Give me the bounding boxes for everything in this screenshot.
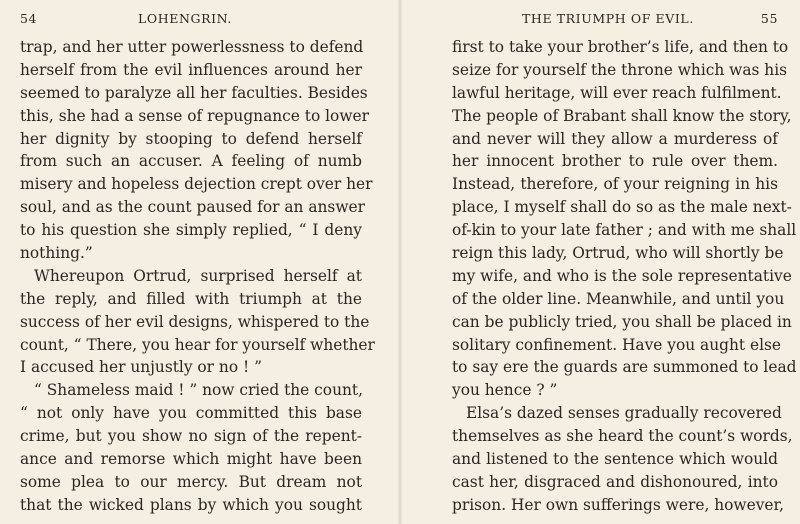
text-line: her dignity by stooping to defend herself xyxy=(20,129,362,148)
text-line: crime, but you show no sign of the repent- xyxy=(20,427,362,446)
text-line: misery and hopeless dejection crept over her xyxy=(20,175,373,194)
text-line: seize for yourself the throne which was his xyxy=(452,60,788,79)
text-line: count, “ There, you hear for yourself whether xyxy=(20,335,375,354)
text-line: my wife, and who is the sole representative xyxy=(452,266,792,285)
text-line: Elsa’s dazed senses gradually recovered xyxy=(466,404,782,423)
text-line: “ Shameless maid ! ” now cried the count, xyxy=(34,381,363,400)
text-line: this, she had a sense of repugnance to lower xyxy=(20,106,369,125)
page-number: 54 xyxy=(20,11,38,26)
text-line: solitary confinement. Have you aught else xyxy=(452,335,782,354)
text-line: to his question she simply replied, “ I deny xyxy=(20,221,362,240)
text-line: from such an accuser. A feeling of numb xyxy=(20,152,362,171)
text-line: “ not only have you committed this base xyxy=(20,404,362,423)
text-line: themselves as she heard the count’s words, xyxy=(452,427,793,446)
text-line: seemed to paralyze all her faculties. Besides xyxy=(20,83,368,102)
text-line: The people of Brabant shall know the story, xyxy=(452,106,792,125)
page-number: 55 xyxy=(760,11,778,26)
text-line: the reply, and filled with triumph at the xyxy=(20,289,362,308)
text-line: that the wicked plans by which you sought xyxy=(20,495,362,514)
text-line: some plea to our mercy. But dream not xyxy=(20,472,362,491)
text-line: herself from the evil influences around her xyxy=(20,60,362,79)
text-line: I accused her unjustly or no ! ” xyxy=(20,358,262,377)
text-line: Instead, therefore, of your reigning in his xyxy=(452,175,778,194)
running-head: THE TRIUMPH OF EVIL. xyxy=(522,11,694,26)
text-line: success of her evil designs, whispered to the xyxy=(20,312,370,331)
text-line: her innocent brother to rule over them. xyxy=(452,152,778,171)
right-page-text xyxy=(452,36,797,517)
text-line: soul, and as the count paused for an answer xyxy=(20,198,365,217)
text-line: can be publicly tried, you shall be placed in xyxy=(452,312,792,331)
text-line: trap, and her utter powerlessness to defend xyxy=(20,38,364,56)
text-line: reign this lady, Ortrud, who will shortly be xyxy=(452,244,784,263)
right-page-header xyxy=(420,10,778,28)
text-line: of the older line. Meanwhile, and until you xyxy=(452,289,785,308)
left-page-text xyxy=(20,36,375,517)
text-line: first to take your brother’s life, and then to xyxy=(452,38,789,56)
text-line: prison. Her own sufferings were, however, xyxy=(452,495,785,514)
text-line: ance and remorse which might have been xyxy=(20,450,362,469)
running-head: LOHENGRIN. xyxy=(138,11,232,26)
text-line: you hence ? ” xyxy=(452,381,558,400)
text-line: nothing.” xyxy=(20,244,93,263)
text-line: Whereupon Ortrud, surprised herself at xyxy=(34,266,362,285)
text-line: of-kin to your late father ; and with me shall xyxy=(452,221,797,240)
book-gutter xyxy=(398,0,402,524)
text-line: and never will they allow a murderess of xyxy=(452,129,778,148)
left-page-header xyxy=(20,10,382,28)
text-line: lawful heritage, will ever reach fulfilment. xyxy=(452,83,782,102)
text-line: and listened to the sentence which would xyxy=(452,450,778,469)
text-line: cast her, disgraced and dishonoured, into xyxy=(452,472,778,491)
text-line: place, I myself shall do so as the male next- xyxy=(452,198,792,217)
text-line: to say ere the guards are summoned to lead xyxy=(452,358,797,377)
right-page xyxy=(400,0,800,524)
